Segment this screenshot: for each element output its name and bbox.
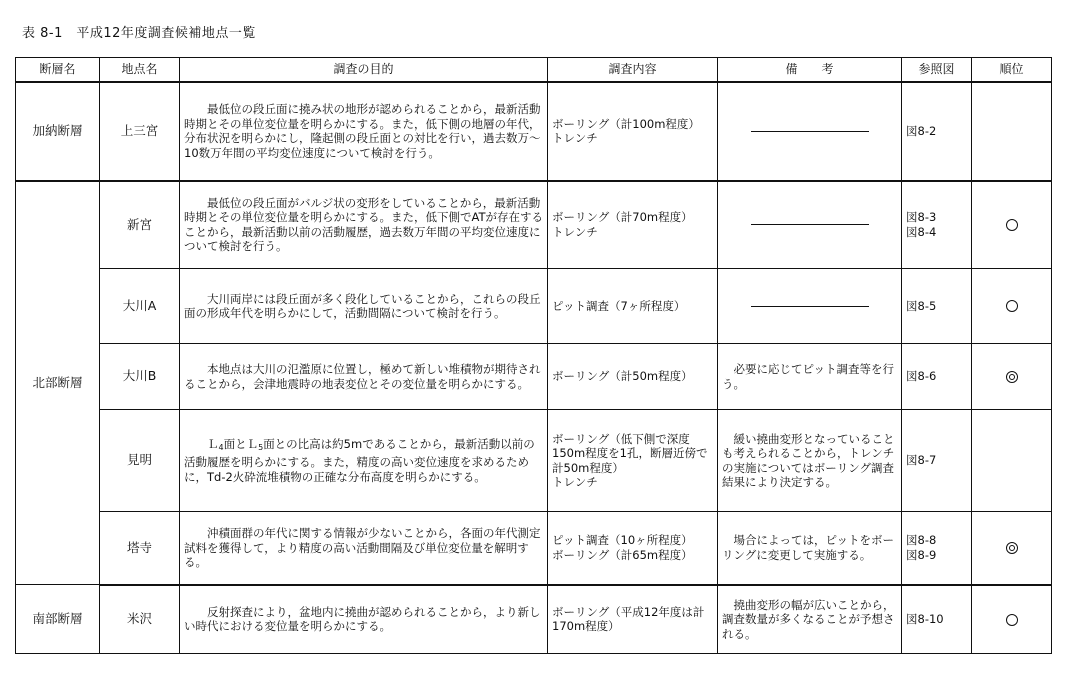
survey-purpose: 大川両岸には段丘面が多く段化していることから，これらの段丘面の形成年代を明らかにして，活動間隔について検討を行う。 [180,269,548,344]
survey-purpose: 最低位の段丘面がバルジ状の変形をしていることから，最新活動時期とその単位変位量を明らかにする。また，低下側でATが存在することから，最新活動以前の活動履歴，過去数万年間の平均変位速度について検討を行う。 [180,181,548,269]
remarks-cell [718,82,902,181]
reference-figures: 図8-8 図8-9 [902,512,972,585]
table-row [16,410,1052,512]
header-rank: 順位 [972,58,1052,82]
reference-figures: 図8-10 [902,585,972,654]
priority-rank [972,344,1052,410]
site-name: 上三宮 [100,82,180,181]
fault-name: 南部断層 [16,585,100,654]
fault-name: 加納断層 [16,82,100,181]
remarks: 場合によっては，ピットをボーリングに変更して実施する。 [718,512,902,585]
survey-purpose: 沖積面群の年代に関する情報が少ないことから，各面の年代測定試料を獲得して，より精度の高い活動間隔及び単位変位量を解明する。 [180,512,548,585]
survey-content: ピット調査（10ヶ所程度） ボーリング（計65m程度） [548,512,718,585]
survey-purpose: Ｌ$_4$面とＬ$_5$面との比高は約5mであることから，最新活動以前の活動履歴を明らかにする。また，精度の高い変位速度を求めるために，Td-2火砕流堆積物の正確な分布高度を明らかにする。 [180,410,548,512]
circle-mark-icon [1006,219,1018,231]
reference-figures: 図8-6 [902,344,972,410]
header-remarks: 備 考 [718,58,902,82]
survey-content: ボーリング（低下側で深度150m程度を1孔，断層近傍で計50m程度） トレンチ [548,410,718,512]
survey-content: ボーリング（計50m程度） [548,344,718,410]
survey-content: ボーリング（計100m程度） トレンチ [548,82,718,181]
reference-figures: 図8-7 [902,410,972,512]
survey-content: ボーリング（計70m程度） トレンチ [548,181,718,269]
survey-purpose: 本地点は大川の氾濫原に位置し，極めて新しい堆積物が期待されることから，会津地震時の地表変位とその変位量を明らかにする。 [180,344,548,410]
survey-content: ボーリング（平成12年度は計170m程度） [548,585,718,654]
header-row [16,58,1052,82]
survey-purpose: 最低位の段丘面に撓み状の地形が認められることから，最新活動時期とその単位変位量を明らかにする。また，低下側の地層の年代，分布状況を明らかにし，隆起側の段丘面との対比を行い，過去数万～10数万年間の平均変位速度について検討を行う。 [180,82,548,181]
circle-mark-icon [1006,614,1018,626]
remarks-cell [718,269,902,344]
priority-rank [972,512,1052,585]
site-name: 大川B [100,344,180,410]
survey-candidates-table [15,57,1052,654]
priority-rank [972,269,1052,344]
fault-name: 北部断層 [16,181,100,585]
table-caption: 表 8-1 平成12年度調査候補地点一覧 [22,26,256,41]
remarks: 必要に応じてピット調査等を行う。 [718,344,902,410]
site-name: 塔寺 [100,512,180,585]
no-remarks-line [751,224,869,225]
remarks: 緩い撓曲変形となっていることも考えられることから，トレンチの実施についてはボーリング調査結果により決定する。 [718,410,902,512]
priority-rank [972,585,1052,654]
site-name: 大川A [100,269,180,344]
table-row [16,181,1052,269]
header-site: 地点名 [100,58,180,82]
circle-mark-icon [1006,300,1018,312]
reference-figures: 図8-2 [902,82,972,181]
table-row [16,585,1052,654]
no-remarks-line [751,306,869,307]
site-name: 米沢 [100,585,180,654]
double-circle-mark-icon [1006,371,1018,383]
survey-purpose: 反射探査により，盆地内に撓曲が認められることから，より新しい時代における変位量を明らかにする。 [180,585,548,654]
reference-figures: 図8-5 [902,269,972,344]
header-purpose: 調査の目的 [180,58,548,82]
double-circle-mark-icon [1006,542,1018,554]
no-remarks-line [751,131,869,132]
table-row [16,344,1052,410]
header-refs: 参照図 [902,58,972,82]
site-name: 新宮 [100,181,180,269]
priority-rank [972,82,1052,181]
survey-content: ピット調査（7ヶ所程度） [548,269,718,344]
remarks: 撓曲変形の幅が広いことから，調査数量が多くなることが予想される。 [718,585,902,654]
reference-figures: 図8-3 図8-4 [902,181,972,269]
site-name: 見明 [100,410,180,512]
priority-rank [972,181,1052,269]
table-row [16,269,1052,344]
table-row [16,82,1052,181]
remarks-cell [718,181,902,269]
header-content: 調査内容 [548,58,718,82]
priority-rank [972,410,1052,512]
header-fault: 断層名 [16,58,100,82]
table-row [16,512,1052,585]
